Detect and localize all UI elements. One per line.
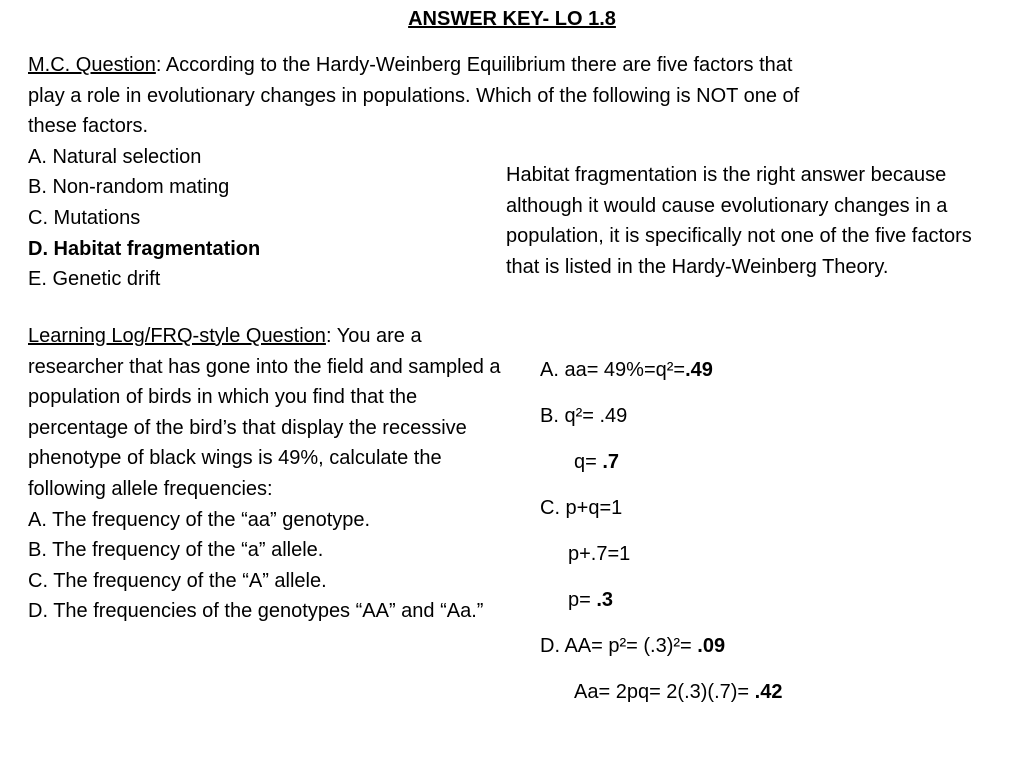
answer-b-q-work: q= [574,451,603,473]
answer-c-step: p+.7=1 [568,543,631,565]
page-title: ANSWER KEY- LO 1.8 [408,8,616,30]
frq-part-c: C. The frequency of the “A” allele. [28,569,327,592]
answer-d-aa-work: D. AA= p²= (.3)²= [540,635,698,657]
answer-c: C. p+q=1 [540,497,623,519]
answer-d-aa-het [540,669,1000,715]
answer-c-p-work: p= [568,589,597,611]
frq-part-d: D. The frequencies of the genotypes “AA” and “Aa.” [28,600,484,623]
answer-d-het-work: Aa= 2pq= 2(.3)(.7)= [574,681,755,703]
frq-question-text [28,321,506,505]
answer-b-q [540,439,1000,485]
mc-option-b: B. Non-random mating [28,176,230,199]
answer-b: B. q²= .49 [540,405,628,427]
frq-question-label: Learning Log/FRQ-style Question [28,325,326,347]
frq-question-block [28,321,506,627]
mc-question-text [28,50,828,142]
mc-option-e: E. Genetic drift [28,268,161,291]
frq-part-b: B. The frequency of the “a” allele. [28,539,324,562]
mc-option-c: C. Mutations [28,206,141,229]
mc-explanation: Habitat fragmentation is the right answer because although it would cause evolutionary changes in a population, it is specifically not one of the five factors that is listed in the Hardy-Weinberg Theory. [506,164,972,278]
answer-a-value: .49 [685,359,713,381]
answer-d-het-value: .42 [754,681,783,703]
mc-question-body: : According to the Hardy-Weinberg Equilibrium there are five factors that play a role in evolutionary changes in populations. Which of the following is NOT one of these factors. [28,54,800,138]
mc-option-a: A. Natural selection [28,145,202,168]
answer-d-aa [540,623,1000,669]
answer-a [540,347,1000,393]
answer-a-work: A. aa= 49%=q²= [540,359,686,381]
answer-b-value: .7 [602,451,620,473]
mc-question-label: M.C. Question [28,54,156,76]
frq-question-body: : You are a researcher that has gone into the field and sampled a population of birds in which you find that the percentage of the bird’s that display the recessive phenotype of black wings is 49%, calculate the following allele frequencies: [28,325,501,500]
answer-d-aa-value: .09 [697,635,726,657]
frq-part-a: A. The frequency of the “aa” genotype. [28,508,371,531]
answer-c-value: .3 [596,589,614,611]
answer-c-p [540,577,1000,623]
answers-block [540,347,1000,715]
mc-option-d-correct: D. Habitat fragmentation [28,237,261,260]
